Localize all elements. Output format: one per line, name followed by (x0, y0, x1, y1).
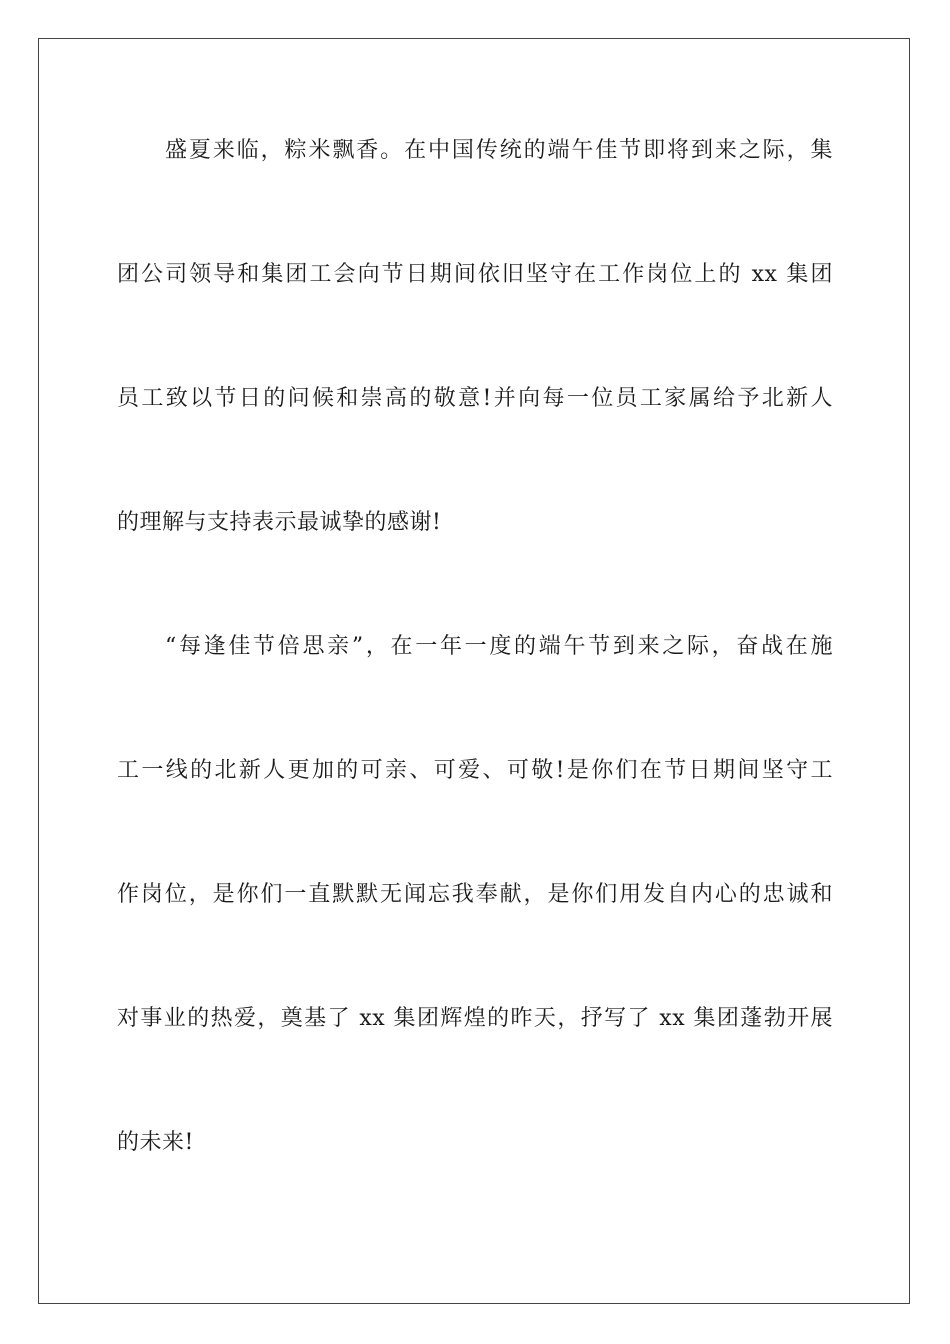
paragraph-1-line-1: 盛夏来临，粽米飘香。在中国传统的端午佳节即将到来之际，集 (165, 138, 833, 163)
paragraph-2-line-1: “每逢佳节倍思亲”，在一年一度的端午节到来之际，奋战在施 (165, 634, 833, 659)
paragraph-1-line-4: 的理解与支持表示最诚挚的感谢! (117, 510, 442, 535)
paragraph-1-line-2: 团公司领导和集团工会向节日期间依旧坚守在工作岗位上的 xx 集团 (117, 262, 833, 287)
paragraph-2-line-3: 作岗位，是你们一直默默无闻忘我奉献，是你们用发自内心的忠诚和 (117, 882, 833, 907)
paragraph-2-line-2: 工一线的北新人更加的可亲、可爱、可敬!是你们在节日期间坚守工 (117, 758, 833, 783)
paragraph-2-line-5: 的未来! (117, 1130, 194, 1155)
paragraph-1-line-3: 员工致以节日的问候和崇高的敬意!并向每一位员工家属给予北新人 (117, 386, 833, 411)
paragraph-2-line-4: 对事业的热爱，奠基了 xx 集团辉煌的昨天，抒写了 xx 集团蓬勃开展 (117, 1006, 833, 1031)
page-border (38, 38, 910, 1304)
